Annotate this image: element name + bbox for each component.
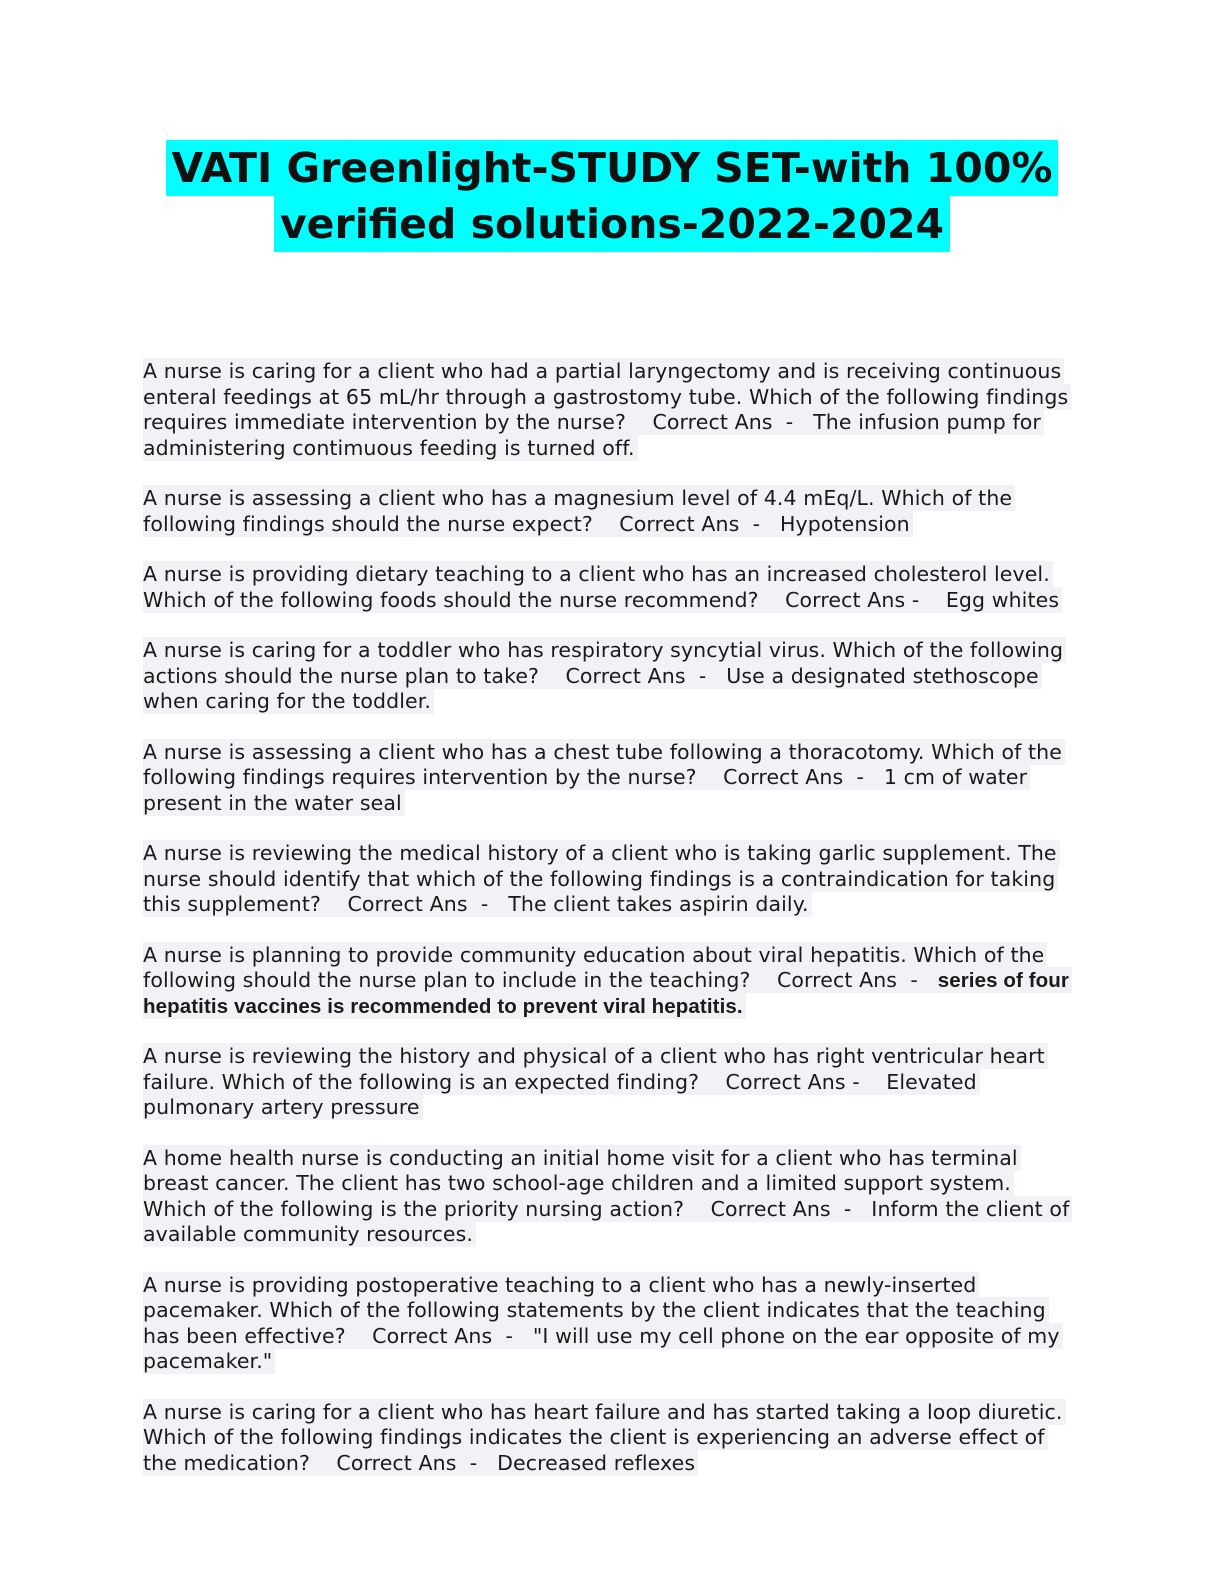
answer-text: The client takes aspirin daily. <box>508 892 809 916</box>
answer-label: Correct Ans <box>776 968 898 992</box>
answer-text: Decreased reflexes <box>497 1450 696 1475</box>
answer-text: Inform the client of available community resources. <box>143 1196 1070 1246</box>
question-text: A nurse is reviewing the medical history of a client who is taking garlic supplement. The nurse should identify that which of the following findings is a contraindication for taking this supplement? <box>143 841 1057 916</box>
title-line-1: VATI Greenlight-STUDY SET-with 100% <box>166 140 1059 196</box>
answer-label: Correct Ans <box>725 1069 846 1094</box>
answer-text: The infusion pump for administering contimuous feeding is turned off. <box>143 410 1041 460</box>
question-item: A nurse is reviewing the history and physical of a client who has right ventricular heart failure. Which of the following is an expected finding? Correct Ans - Elevated pulmonary artery pressure <box>143 1044 1073 1121</box>
question-item: A home health nurse is conducting an initial home visit for a client who has terminal breast cancer. The client has two school-age children and a limited support system. Which of the following is the priority nursing action? Correct Ans - Inform the client of available community resources. <box>143 1146 1073 1248</box>
answer-text: Egg whites <box>945 587 1060 612</box>
question-item: A nurse is providing dietary teaching to a client who has an increased cholesterol level. Which of the following foods should the nurse recommend? Correct Ans - Egg whites <box>143 562 1073 613</box>
question-text: A nurse is providing postoperative teaching to a client who has a newly-inserted pacemaker. Which of the following statements by the client indicates that the teaching has been effective? <box>143 1272 1046 1348</box>
answer-text: series of four hepatitis vaccines is recommended to prevent viral hepatitis. <box>143 969 1069 1018</box>
question-text: A nurse is caring for a client who has heart failure and has started taking a loop diuretic. Which of the following findings indicates the client is experiencing an adverse effect of the medication? <box>143 1399 1063 1475</box>
question-item: A nurse is assessing a client who has a chest tube following a thoracotomy. Which of the following findings requires intervention by the nurse? Correct Ans - 1 cm of water present in the water seal <box>143 740 1073 817</box>
answer-text: Elevated pulmonary artery pressure <box>143 1069 977 1119</box>
question-item: A nurse is assessing a client who has a magnesium level of 4.4 mEq/L. Which of the following findings should the nurse expect? Correct Ans - Hypotension <box>143 486 1073 537</box>
answer-text: Hypotension <box>780 511 910 536</box>
question-text: A nurse is caring for a toddler who has respiratory syncytial virus. Which of the following actions should the nurse plan to take? <box>143 638 1064 688</box>
question-text: A nurse is planning to provide community education about viral hepatitis. Which of the following should the nurse plan to include in the teaching? <box>143 942 1045 992</box>
question-text: A home health nurse is conducting an initial home visit for a client who has terminal breast cancer. The client has two school-age children and a limited support system. Which of the following is the priority nursing action? <box>143 1145 1018 1221</box>
answer-label: Correct Ans <box>785 587 906 612</box>
question-item: A nurse is caring for a client who had a partial laryngectomy and is receiving continuous enteral feedings at 65 mL/hr through a gastrostomy tube. Which of the following findings requires immediate intervention by the nurse? Correct Ans - The infusion pump for administering contimuous feeding is turned off. <box>143 359 1073 461</box>
answer-label: Correct Ans <box>652 410 773 434</box>
answer-label: Correct Ans <box>565 663 686 688</box>
answer-label: Correct Ans <box>372 1323 493 1348</box>
answer-label: Correct Ans <box>723 765 844 789</box>
question-item: A nurse is caring for a toddler who has respiratory syncytial virus. Which of the following actions should the nurse plan to take? Correct Ans - Use a designated stethoscope when caring for the toddler. <box>143 638 1073 715</box>
answer-text: Use a designated stethoscope when caring for the toddler. <box>143 663 1039 713</box>
answer-label: Correct Ans <box>347 892 468 916</box>
answer-text: "I will use my cell phone on the ear opposite of my pacemaker." <box>143 1323 1060 1373</box>
question-text: A nurse is assessing a client who has a magnesium level of 4.4 mEq/L. Which of the following findings should the nurse expect? <box>143 486 1013 536</box>
answer-label: Correct Ans <box>619 511 740 536</box>
question-list <box>143 359 1073 1501</box>
question-text: A nurse is caring for a client who had a partial laryngectomy and is receiving continuous enteral feedings at 65 mL/hr through a gastrostomy tube. Which of the following findings requires immediate intervention by the nurse? <box>143 359 1069 434</box>
question-item: A nurse is caring for a client who has heart failure and has started taking a loop diuretic. Which of the following findings indicates the client is experiencing an adverse effect of the medication? Correct Ans - Decreased reflexes <box>143 1400 1073 1477</box>
document-title <box>0 140 1224 252</box>
answer-label: Correct Ans <box>336 1450 457 1475</box>
answer-text: 1 cm of water present in the water seal <box>143 765 1028 815</box>
question-text: A nurse is reviewing the history and physical of a client who has right ventricular heart failure. Which of the following is an expected finding? <box>143 1044 1045 1094</box>
question-item: A nurse is reviewing the medical history of a client who is taking garlic supplement. The nurse should identify that which of the following findings is a contraindication for taking this supplement? Correct Ans - The client takes aspirin daily. <box>143 841 1073 918</box>
title-line-2: verified solutions-2022-2024 <box>274 196 950 252</box>
question-item: A nurse is planning to provide community education about viral hepatitis. Which of the following should the nurse plan to include in the teaching? Correct Ans - series of four hepatitis vaccines is recommended to prevent viral hepatitis. <box>143 943 1073 1020</box>
question-text: A nurse is assessing a client who has a chest tube following a thoracotomy. Which of the following findings requires intervention by the nurse? <box>143 739 1062 789</box>
answer-label: Correct Ans <box>710 1196 831 1221</box>
question-item: A nurse is providing postoperative teaching to a client who has a newly-inserted pacemaker. Which of the following statements by the client indicates that the teaching has been effective? Correct Ans - "I will use my cell phone on the ear opposite of my pacemaker." <box>143 1273 1073 1375</box>
question-text: A nurse is providing dietary teaching to a client who has an increased cholesterol level. Which of the following foods should the nurse recommend? <box>143 562 1050 612</box>
